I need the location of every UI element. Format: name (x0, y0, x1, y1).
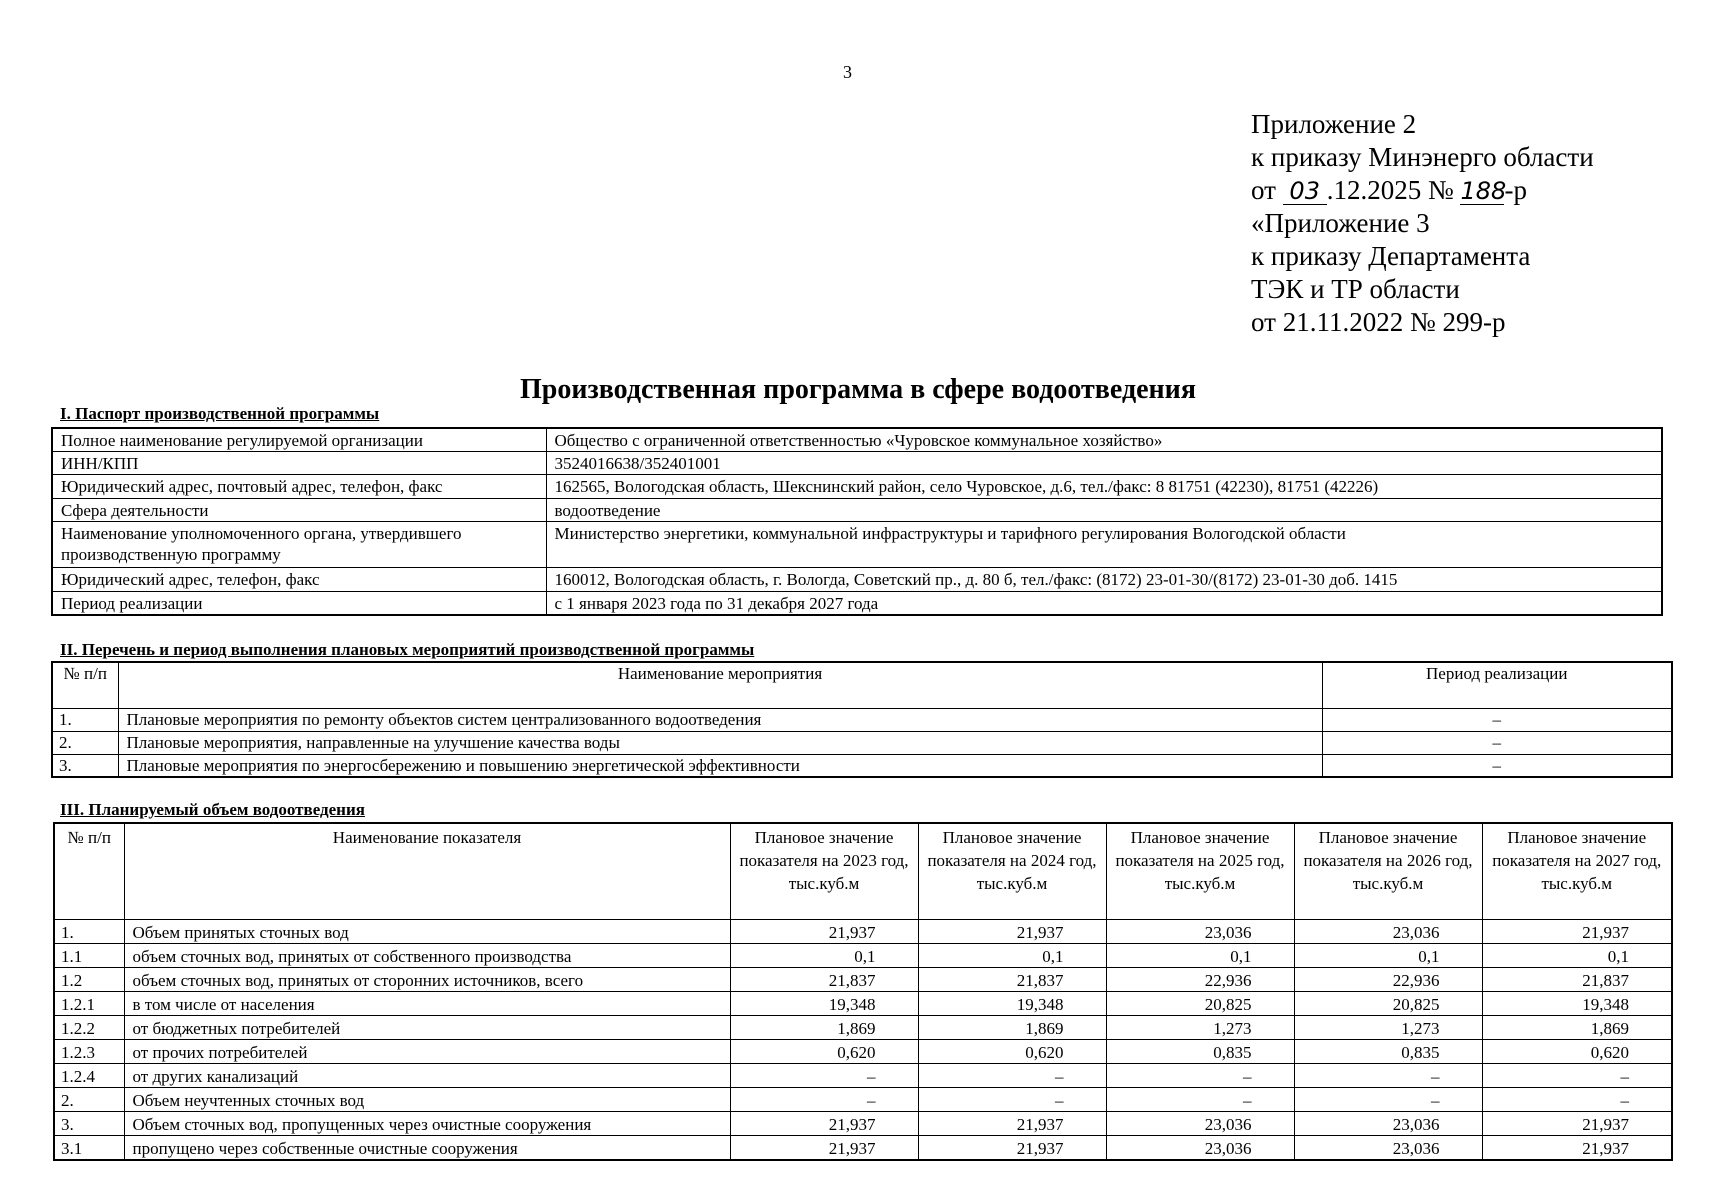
column-header-period: Период реализации (1322, 662, 1672, 708)
passport-label: Период реализации (52, 592, 546, 616)
volume-table (53, 822, 1673, 1161)
column-header-num: № п/п (52, 662, 118, 708)
value-2024: 21,937 (918, 919, 1106, 943)
appendix-block (1251, 108, 1594, 339)
appendix-date-mid: .12.2025 № (1326, 175, 1454, 205)
appendix-line: «Приложение 3 (1251, 208, 1430, 238)
passport-value: с 1 января 2023 года по 31 декабря 2027 года (546, 592, 1662, 616)
table-header-row (52, 662, 1672, 708)
passport-value: 160012, Вологодская область, г. Вологда, Советский пр., д. 80 б, тел./факс: (8172) 23-01-30/(8172) 23-01-30 доб. 1415 (546, 568, 1662, 592)
event-period: – (1322, 731, 1672, 754)
value-2024: 21,937 (918, 1135, 1106, 1160)
value-2024: 0,1 (918, 943, 1106, 967)
value-2023: 21,837 (730, 967, 918, 991)
value-2026: 0,835 (1294, 1039, 1482, 1063)
passport-value: 162565, Вологодская область, Шекснинский район, село Чуровское, д.6, тел./факс: 8 81751 (42230), 81751 (42226) (546, 475, 1662, 499)
table-header-row (54, 823, 1672, 919)
column-header-2026: Плановое значение показателя на 2026 год, тыс.куб.м (1294, 823, 1482, 919)
indicator-name: в том числе от населения (124, 991, 730, 1015)
value-2026: 1,273 (1294, 1015, 1482, 1039)
table-row (54, 991, 1672, 1015)
passport-table (51, 427, 1663, 616)
column-header-2027: Плановое значение показателя на 2027 год, тыс.куб.м (1482, 823, 1672, 919)
value-2027: – (1482, 1087, 1672, 1111)
table-row (54, 967, 1672, 991)
value-2026: – (1294, 1087, 1482, 1111)
value-2024: – (918, 1087, 1106, 1111)
row-number: 1.1 (54, 943, 124, 967)
appendix-date-suffix: -р (1504, 175, 1527, 205)
page-number: 3 (843, 62, 852, 82)
value-2026: 23,036 (1294, 919, 1482, 943)
indicator-name: Объем принятых сточных вод (124, 919, 730, 943)
column-header-2024: Плановое значение показателя на 2024 год, тыс.куб.м (918, 823, 1106, 919)
indicator-name: Объем неучтенных сточных вод (124, 1087, 730, 1111)
value-2023: – (730, 1063, 918, 1087)
table-row (54, 1063, 1672, 1087)
appendix-date-prefix: от (1251, 175, 1276, 205)
row-number: 1.2.4 (54, 1063, 124, 1087)
value-2026: 0,1 (1294, 943, 1482, 967)
indicator-name: объем сточных вод, принятых от сторонних источников, всего (124, 967, 730, 991)
value-2027: 21,837 (1482, 967, 1672, 991)
value-2027: 21,937 (1482, 1135, 1672, 1160)
value-2024: 21,937 (918, 1111, 1106, 1135)
appendix-line: к приказу Минэнерго области (1251, 142, 1594, 172)
appendix-line: ТЭК и ТР области (1251, 274, 1460, 304)
value-2027: 19,348 (1482, 991, 1672, 1015)
event-name: Плановые мероприятия по ремонту объектов систем централизованного водоотведения (118, 708, 1322, 731)
table-row (54, 1111, 1672, 1135)
handwritten-day: 03 (1283, 178, 1327, 205)
value-2027: 0,620 (1482, 1039, 1672, 1063)
table-row (52, 499, 1662, 522)
passport-label: Юридический адрес, почтовый адрес, телефон, факс (52, 475, 546, 499)
table-row (54, 1015, 1672, 1039)
row-number: 1. (54, 919, 124, 943)
table-row (52, 708, 1672, 731)
value-2027: 1,869 (1482, 1015, 1672, 1039)
value-2023: 21,937 (730, 919, 918, 943)
passport-label: ИНН/КПП (52, 452, 546, 475)
value-2024: 0,620 (918, 1039, 1106, 1063)
passport-value: 3524016638/352401001 (546, 452, 1662, 475)
table-row (52, 522, 1662, 568)
column-header-2023: Плановое значение показателя на 2023 год, тыс.куб.м (730, 823, 918, 919)
row-number: 3. (54, 1111, 124, 1135)
indicator-name: объем сточных вод, принятых от собственного производства (124, 943, 730, 967)
value-2026: 23,036 (1294, 1135, 1482, 1160)
value-2025: 20,825 (1106, 991, 1294, 1015)
value-2025: 23,036 (1106, 1111, 1294, 1135)
value-2026: 20,825 (1294, 991, 1482, 1015)
event-period: – (1322, 708, 1672, 731)
value-2023: 0,620 (730, 1039, 918, 1063)
passport-label: Сфера деятельности (52, 499, 546, 522)
value-2027: 0,1 (1482, 943, 1672, 967)
appendix-line: к приказу Департамента (1251, 241, 1531, 271)
table-row (52, 754, 1672, 777)
table-row (54, 943, 1672, 967)
row-number: 2. (52, 731, 118, 754)
value-2025: 23,036 (1106, 1135, 1294, 1160)
value-2023: 0,1 (730, 943, 918, 967)
value-2025: 1,273 (1106, 1015, 1294, 1039)
table-row (52, 452, 1662, 475)
passport-label: Полное наименование регулируемой организации (52, 428, 546, 452)
table-row (52, 428, 1662, 452)
table-row (52, 475, 1662, 499)
row-number: 3. (52, 754, 118, 777)
events-table (51, 661, 1673, 778)
value-2024: – (918, 1063, 1106, 1087)
appendix-line: от 21.11.2022 № 299-р (1251, 307, 1506, 337)
row-number: 1.2 (54, 967, 124, 991)
indicator-name: от других канализаций (124, 1063, 730, 1087)
event-name: Плановые мероприятия по энергосбережению и повышению энергетической эффективности (118, 754, 1322, 777)
column-header-2025: Плановое значение показателя на 2025 год, тыс.куб.м (1106, 823, 1294, 919)
value-2025: – (1106, 1063, 1294, 1087)
value-2023: 21,937 (730, 1111, 918, 1135)
appendix-line: Приложение 2 (1251, 109, 1417, 139)
value-2026: – (1294, 1063, 1482, 1087)
value-2027: – (1482, 1063, 1672, 1087)
row-number: 1.2.3 (54, 1039, 124, 1063)
row-number: 2. (54, 1087, 124, 1111)
table-row (54, 1039, 1672, 1063)
value-2026: 23,036 (1294, 1111, 1482, 1135)
value-2026: 22,936 (1294, 967, 1482, 991)
value-2025: 22,936 (1106, 967, 1294, 991)
value-2023: – (730, 1087, 918, 1111)
appendix-date-line (1251, 174, 1594, 207)
value-2025: 0,835 (1106, 1039, 1294, 1063)
value-2027: 21,937 (1482, 1111, 1672, 1135)
column-header-num: № п/п (54, 823, 124, 919)
section-3-heading: III. Планируемый объем водоотведения (60, 800, 365, 819)
table-row (54, 1087, 1672, 1111)
table-row (52, 731, 1672, 754)
indicator-name: от прочих потребителей (124, 1039, 730, 1063)
value-2025: 0,1 (1106, 943, 1294, 967)
indicator-name: от бюджетных потребителей (124, 1015, 730, 1039)
document-title: Производственная программа в сфере водоотведения (520, 374, 1196, 405)
indicator-name: Объем сточных вод, пропущенных через очистные сооружения (124, 1111, 730, 1135)
value-2025: – (1106, 1087, 1294, 1111)
value-2025: 23,036 (1106, 919, 1294, 943)
table-row (54, 1135, 1672, 1160)
row-number: 1.2.2 (54, 1015, 124, 1039)
value-2024: 1,869 (918, 1015, 1106, 1039)
value-2023: 21,937 (730, 1135, 918, 1160)
indicator-name: пропущено через собственные очистные сооружения (124, 1135, 730, 1160)
passport-label: Юридический адрес, телефон, факс (52, 568, 546, 592)
section-2-heading: II. Перечень и период выполнения плановых мероприятий производственной программы (60, 640, 755, 659)
value-2027: 21,937 (1482, 919, 1672, 943)
passport-value: водоотведение (546, 499, 1662, 522)
section-1-heading: I. Паспорт производственной программы (60, 404, 380, 423)
row-number: 1.2.1 (54, 991, 124, 1015)
passport-value: Министерство энергетики, коммунальной инфраструктуры и тарифного регулирования Вологодской области (546, 522, 1662, 568)
value-2024: 19,348 (918, 991, 1106, 1015)
handwritten-order-number: 188 (1460, 177, 1507, 205)
event-name: Плановые мероприятия, направленные на улучшение качества воды (118, 731, 1322, 754)
table-row (54, 919, 1672, 943)
value-2023: 1,869 (730, 1015, 918, 1039)
passport-label: Наименование уполномоченного органа, утвердившего производственную программу (52, 522, 546, 568)
value-2024: 21,837 (918, 967, 1106, 991)
event-period: – (1322, 754, 1672, 777)
table-row (52, 592, 1662, 616)
passport-value: Общество с ограниченной ответственностью «Чуровское коммунальное хозяйство» (546, 428, 1662, 452)
row-number: 3.1 (54, 1135, 124, 1160)
row-number: 1. (52, 708, 118, 731)
value-2023: 19,348 (730, 991, 918, 1015)
column-header-name: Наименование показателя (124, 823, 730, 919)
table-row (52, 568, 1662, 592)
column-header-name: Наименование мероприятия (118, 662, 1322, 708)
